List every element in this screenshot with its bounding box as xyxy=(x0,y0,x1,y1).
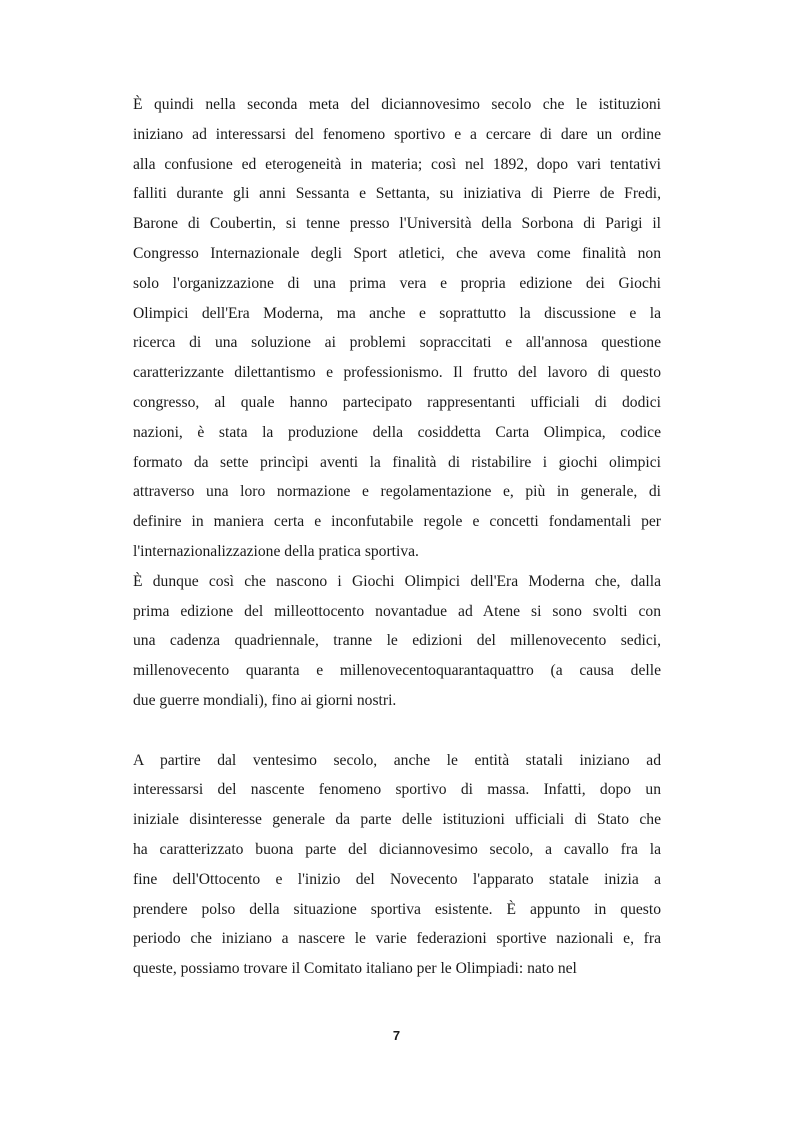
text-line: caratterizzante dilettantismo e professionismo. Il frutto del lavoro di questo xyxy=(133,364,661,382)
text-line: definire in maniera certa e inconfutabile regole e concetti fondamentali per xyxy=(133,513,661,531)
text-line: iniziale disinteresse generale da parte delle istituzioni ufficiali di Stato che xyxy=(133,811,661,829)
text-line: È dunque così che nascono i Giochi Olimpici dell'Era Moderna che, dalla xyxy=(133,572,661,590)
text-line: periodo che iniziano a nascere le varie federazioni sportive nazionali e, fra xyxy=(133,930,661,948)
text-line: Congresso Internazionale degli Sport atletici, che aveva come finalità non xyxy=(133,245,661,262)
text-line: l'internazionalizzazione della pratica sportiva. xyxy=(133,543,419,560)
text-line: alla confusione ed eterogeneità in materia; così nel 1892, dopo vari tentativi xyxy=(133,155,661,173)
text-line: queste, possiamo trovare il Comitato italiano per le Olimpiadi: nato nel xyxy=(133,960,577,978)
text-line: ha caratterizzato buona parte del diciannovesimo secolo, a cavallo fra la xyxy=(133,841,661,858)
text-line: iniziano ad interessarsi del fenomeno sportivo e a cercare di dare un ordine xyxy=(133,125,661,143)
text-line: millenovecento quaranta e millenovecentoquarantaquattro (a causa delle xyxy=(133,662,661,680)
text-line: formato da sette princìpi aventi la finalità di ristabilire i giochi olimpici xyxy=(133,453,661,471)
text-line: prendere polso della situazione sportiva esistente. È appunto in questo xyxy=(133,900,661,918)
page-number: 7 xyxy=(392,1028,401,1043)
text-line: solo l'organizzazione di una prima vera e propria edizione dei Giochi xyxy=(133,274,661,292)
text-line: ricerca di una soluzione ai problemi sopraccitati e all'annosa questione xyxy=(133,334,661,352)
text-line: Barone di Coubertin, si tenne presso l'Università della Sorbona di Parigi il xyxy=(133,215,661,233)
text-line: congresso, al quale hanno partecipato rappresentanti ufficiali di dodici xyxy=(133,394,661,411)
text-line: fine dell'Ottocento e l'inizio del Novecento l'apparato statale inizia a xyxy=(133,870,661,888)
text-line: A partire dal ventesimo secolo, anche le entità statali iniziano ad xyxy=(133,751,661,769)
text-line: due guerre mondiali), fino ai giorni nostri. xyxy=(133,692,397,709)
text-line: Olimpici dell'Era Moderna, ma anche e soprattutto la discussione e la xyxy=(133,304,661,322)
text-line: nazioni, è stata la produzione della cosiddetta Carta Olimpica, codice xyxy=(133,423,661,441)
text-line: attraverso una loro normazione e regolamentazione e, più in generale, di xyxy=(133,483,661,501)
text-line: una cadenza quadriennale, tranne le edizioni del millenovecento sedici, xyxy=(133,632,661,650)
text-line: prima edizione del milleottocento novantadue ad Atene si sono svolti con xyxy=(133,602,661,620)
text-line: interessarsi del nascente fenomeno sportivo di massa. Infatti, dopo un xyxy=(133,781,661,799)
text-line: falliti durante gli anni Sessanta e Settanta, su iniziativa di Pierre de Fredi, xyxy=(133,185,661,203)
text-line: È quindi nella seconda meta del diciannovesimo secolo che le istituzioni xyxy=(133,96,661,113)
